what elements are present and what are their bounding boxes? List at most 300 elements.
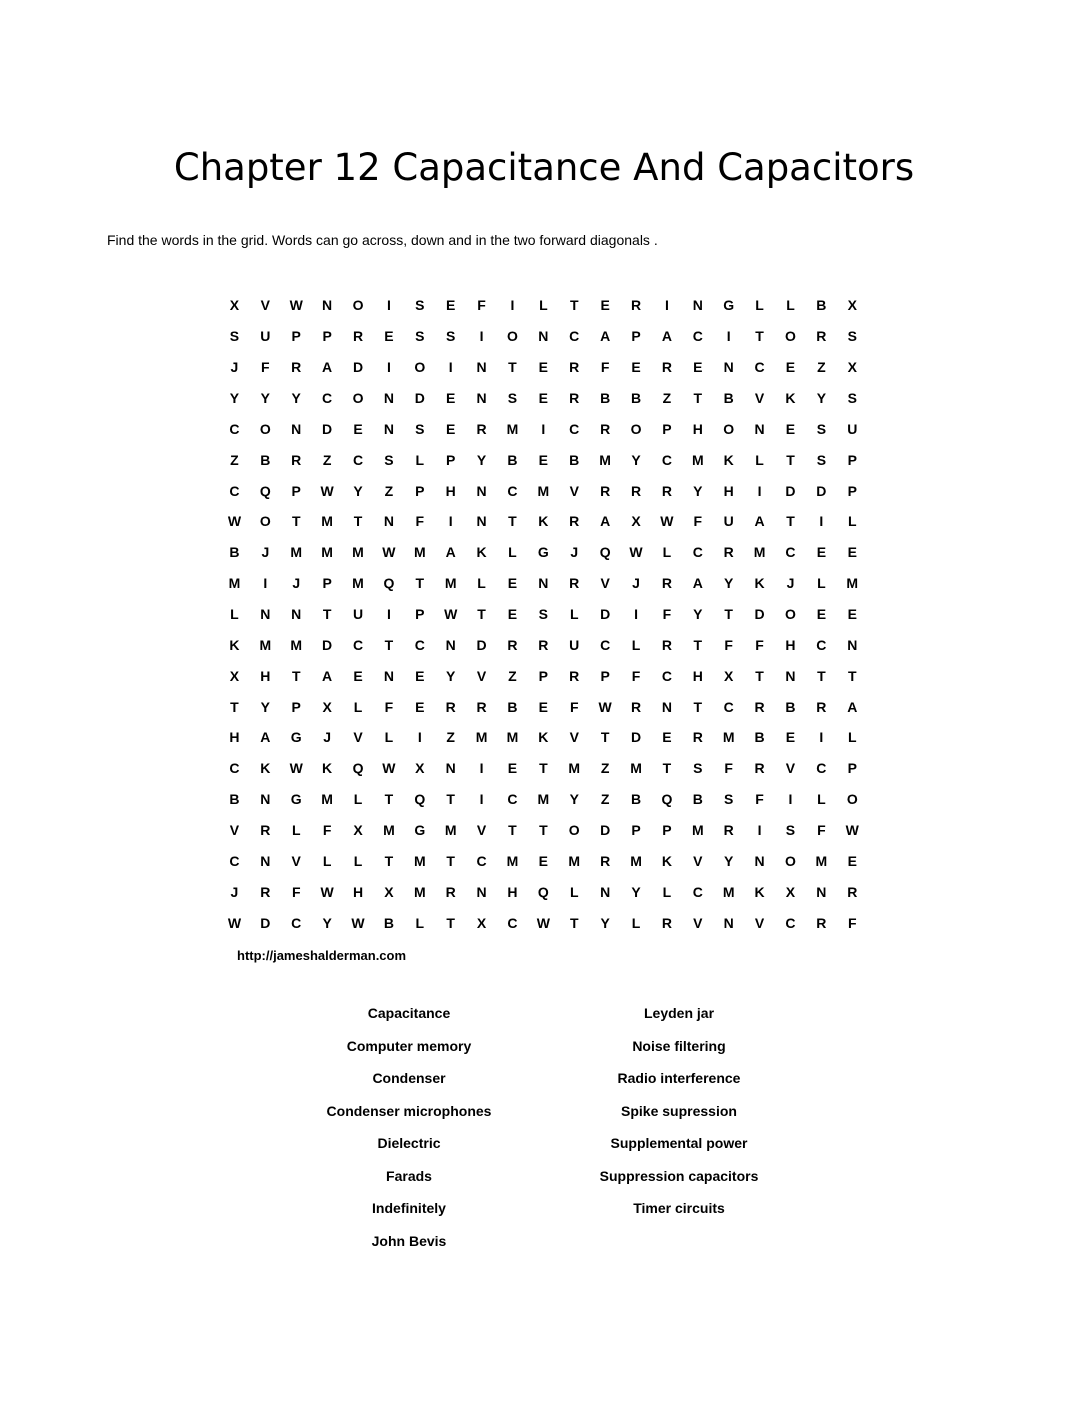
grid-cell: G	[723, 297, 735, 314]
grid-cell: L	[662, 883, 672, 900]
grid-cell: Y	[291, 390, 301, 406]
grid-cell: L	[230, 606, 239, 623]
grid-cell: D	[630, 729, 642, 746]
grid-cell: V	[785, 760, 796, 777]
grid-cell: Y	[446, 667, 456, 684]
grid-cell: F	[847, 914, 857, 931]
grid-cell: T	[384, 852, 394, 869]
grid-cell: P	[291, 698, 301, 715]
grid-cell: J	[570, 544, 579, 561]
grid-cell: P	[322, 328, 332, 345]
grid-cell: H	[723, 482, 734, 499]
grid-cell: L	[415, 451, 425, 468]
grid-cell: B	[507, 451, 518, 468]
grid-cell: F	[724, 760, 733, 777]
grid-cell: W	[320, 883, 334, 900]
grid-cell: R	[600, 420, 611, 437]
grid-cell: S	[724, 791, 734, 808]
grid-cell: D	[260, 914, 271, 931]
grid-cell: T	[600, 729, 610, 746]
grid-cell: N	[383, 420, 394, 437]
grid-cell: L	[508, 544, 517, 561]
grid-cell: X	[476, 914, 487, 931]
grid-cell: M	[753, 544, 766, 561]
grid-cell: E	[785, 420, 796, 437]
grid-cell: W	[382, 544, 396, 561]
grid-cell: F	[662, 606, 672, 623]
grid-cell: X	[322, 698, 332, 715]
grid-cell: V	[353, 729, 363, 746]
grid-cell: S	[693, 760, 703, 777]
grid-cell: D	[754, 606, 765, 623]
grid-cell: E	[662, 729, 672, 746]
grid-cell: S	[816, 451, 827, 468]
grid-cell: S	[415, 297, 425, 314]
grid-cell: S	[538, 606, 549, 623]
grid-cell: N	[754, 420, 765, 437]
grid-cell: T	[847, 667, 857, 684]
grid-cell: M	[846, 575, 859, 592]
grid-cell: Y	[631, 451, 641, 468]
grid-cell: M	[383, 822, 395, 839]
grid-cell: B	[600, 390, 611, 406]
grid-cell: P	[631, 328, 641, 345]
grid-cell: E	[446, 420, 456, 437]
grid-cell: T	[508, 822, 517, 839]
grid-cell: Q	[383, 575, 395, 592]
grid-cell: M	[321, 791, 333, 808]
grid-cell: J	[230, 359, 239, 376]
grid-cell: E	[847, 852, 857, 869]
grid-cell: V	[569, 482, 579, 499]
grid-cell: A	[260, 729, 271, 746]
grid-cell: C	[476, 852, 487, 869]
grid-cell: R	[661, 636, 672, 653]
grid-cell: I	[819, 513, 824, 530]
grid-cell: P	[662, 822, 672, 839]
grid-cell: M	[228, 575, 241, 592]
grid-cell: M	[259, 636, 272, 653]
grid-cell: D	[600, 606, 611, 623]
grid-cell: Z	[600, 791, 610, 808]
grid-cell: A	[600, 513, 611, 530]
grid-cell: H	[507, 883, 518, 900]
word-list-item: Timer circuits	[633, 1200, 725, 1216]
grid-cell: I	[386, 297, 391, 314]
grid-cell: L	[569, 606, 579, 623]
grid-cell: A	[692, 575, 703, 592]
grid-cell: H	[260, 667, 271, 684]
grid-cell: R	[661, 359, 672, 376]
grid-cell: T	[508, 359, 517, 376]
word-grid	[219, 290, 868, 938]
grid-cell: C	[754, 359, 765, 376]
grid-cell: T	[786, 513, 795, 530]
grid-cell: K	[785, 390, 796, 406]
grid-cell: R	[630, 297, 642, 314]
word-list-item: Leyden jar	[643, 1005, 715, 1021]
grid-cell: V	[569, 729, 579, 746]
grid-cell: N	[816, 883, 827, 900]
grid-cell: R	[445, 883, 456, 900]
grid-cell: R	[847, 883, 858, 900]
grid-cell: N	[476, 883, 487, 900]
grid-cell: N	[322, 297, 333, 314]
grid-cell: Y	[569, 791, 579, 808]
grid-cell: W	[289, 297, 303, 314]
grid-cell: D	[816, 482, 827, 499]
grid-cell: P	[847, 760, 857, 777]
grid-cell: F	[600, 359, 610, 376]
grid-cell: N	[723, 914, 734, 931]
grid-cell: L	[353, 791, 363, 808]
grid-cell: L	[539, 297, 548, 314]
grid-cell: W	[320, 482, 334, 499]
grid-cell: X	[847, 297, 857, 314]
grid-cell: R	[692, 729, 703, 746]
grid-cell: G	[414, 822, 426, 839]
grid-cell: U	[260, 328, 271, 345]
grid-cell: N	[476, 513, 487, 530]
grid-cell: W	[660, 513, 674, 530]
grid-cell: S	[446, 328, 456, 345]
grid-cell: L	[786, 297, 795, 314]
grid-cell: W	[227, 513, 242, 530]
word-list-item: Condenser	[372, 1070, 446, 1086]
grid-cell: R	[816, 698, 827, 715]
grid-cell: T	[384, 636, 394, 653]
grid-cell: X	[631, 513, 641, 530]
grid-cell: R	[661, 914, 672, 931]
grid-cell: Z	[230, 451, 239, 468]
grid-cell: I	[634, 606, 638, 623]
grid-cell: M	[444, 822, 457, 839]
grid-cell: C	[661, 451, 672, 468]
word-list-item: Radio interference	[617, 1070, 741, 1086]
grid-cell: L	[569, 883, 579, 900]
grid-cell: D	[476, 636, 487, 653]
grid-cell: P	[600, 667, 610, 684]
grid-cell: C	[569, 328, 580, 345]
grid-cell: I	[263, 575, 268, 592]
grid-cell: L	[847, 729, 857, 746]
grid-cell: Z	[384, 482, 394, 499]
grid-cell: O	[785, 328, 796, 345]
grid-cell: B	[507, 698, 518, 715]
grid-cell: O	[785, 852, 796, 869]
grid-cell: C	[229, 852, 240, 869]
grid-cell: T	[755, 328, 764, 345]
grid-cell: M	[475, 729, 488, 746]
instructions-text: Find the words in the grid. Words can go across, down and in the two forward diagonals .	[107, 232, 658, 248]
grid-cell: N	[260, 852, 271, 869]
grid-cell: E	[446, 297, 456, 314]
grid-cell: M	[630, 760, 642, 777]
grid-cell: O	[630, 420, 642, 437]
grid-cell: D	[322, 636, 333, 653]
grid-cell: E	[415, 667, 425, 684]
grid-cell: M	[722, 729, 735, 746]
grid-cell: C	[692, 883, 703, 900]
grid-cell: P	[415, 606, 425, 623]
grid-cell: X	[847, 359, 857, 376]
grid-cell: R	[754, 760, 765, 777]
grid-cell: A	[322, 667, 333, 684]
grid-cell: J	[632, 575, 640, 592]
grid-cell: T	[569, 914, 579, 931]
grid-cell: V	[476, 822, 487, 839]
grid-cell: E	[384, 328, 394, 345]
grid-cell: Y	[693, 606, 703, 623]
grid-cell: N	[476, 482, 487, 499]
grid-cell: P	[415, 482, 425, 499]
grid-cell: T	[724, 606, 733, 623]
grid-cell: B	[723, 390, 734, 406]
grid-cell: M	[352, 544, 364, 561]
grid-cell: I	[726, 328, 731, 345]
grid-cell: N	[785, 667, 796, 684]
grid-cell: R	[723, 544, 734, 561]
grid-cell: F	[724, 636, 733, 653]
grid-cell: K	[260, 760, 271, 777]
word-list-item: Suppression capacitors	[599, 1167, 759, 1184]
grid-cell: I	[510, 297, 515, 314]
grid-cell: E	[507, 606, 518, 623]
word-list-item: Capacitance	[367, 1005, 451, 1021]
grid-cell: Y	[724, 852, 734, 869]
grid-cell: M	[599, 451, 611, 468]
grid-cell: U	[723, 513, 734, 530]
grid-cell: M	[691, 451, 704, 468]
grid-cell: G	[290, 791, 302, 808]
grid-cell: M	[413, 883, 426, 900]
grid-cell: B	[754, 729, 765, 746]
grid-cell: L	[662, 544, 672, 561]
grid-cell: B	[630, 791, 642, 808]
grid-cell: M	[537, 482, 550, 499]
grid-cell: V	[693, 914, 703, 931]
grid-cell: T	[662, 760, 672, 777]
grid-cell: L	[847, 513, 857, 530]
word-list-item: Spike supression	[621, 1102, 737, 1119]
grid-cell: A	[847, 698, 858, 715]
grid-cell: S	[785, 822, 796, 839]
grid-cell: N	[291, 420, 302, 437]
grid-cell: B	[785, 698, 796, 715]
grid-cell: Y	[260, 390, 270, 406]
grid-cell: S	[415, 420, 425, 437]
grid-cell: N	[754, 852, 765, 869]
grid-cell: I	[417, 729, 422, 746]
grid-cell: E	[538, 451, 549, 468]
grid-cell: Y	[724, 575, 734, 592]
grid-cell: M	[290, 544, 303, 561]
grid-cell: C	[816, 760, 827, 777]
grid-cell: L	[415, 914, 425, 931]
grid-cell: S	[847, 390, 857, 406]
grid-cell: F	[755, 791, 764, 808]
grid-cell: K	[754, 883, 765, 900]
grid-cell: B	[229, 544, 240, 561]
grid-cell: I	[788, 791, 793, 808]
grid-cell: W	[629, 544, 643, 561]
grid-cell: V	[600, 575, 610, 592]
grid-cell: P	[662, 420, 672, 437]
grid-cell: E	[847, 606, 857, 623]
grid-cell: K	[723, 451, 734, 468]
grid-cell: R	[291, 359, 302, 376]
grid-cell: R	[816, 914, 827, 931]
grid-cell: L	[477, 575, 486, 592]
grid-cell: F	[261, 359, 270, 376]
grid-cell: R	[661, 575, 672, 592]
grid-cell: L	[755, 297, 764, 314]
grid-cell: N	[723, 359, 734, 376]
word-list-item: Condenser microphones	[326, 1102, 492, 1119]
grid-cell: X	[229, 297, 240, 314]
grid-cell: X	[229, 667, 240, 684]
grid-cell: I	[386, 359, 391, 376]
grid-cell: R	[569, 667, 580, 684]
grid-cell: E	[538, 698, 549, 715]
grid-cell: Z	[817, 359, 826, 376]
grid-cell: M	[506, 852, 519, 869]
grid-cell: V	[229, 822, 240, 839]
grid-cell: R	[569, 359, 580, 376]
grid-cell: P	[847, 482, 857, 499]
grid-cell: T	[569, 297, 579, 314]
grid-cell: C	[507, 482, 518, 499]
grid-cell: C	[785, 544, 796, 561]
grid-cell: R	[600, 852, 611, 869]
grid-cell: N	[600, 883, 611, 900]
grid-cell: C	[229, 760, 240, 777]
grid-cell: C	[229, 482, 240, 499]
grid-cell: H	[445, 482, 456, 499]
grid-cell: M	[568, 760, 581, 777]
grid-cell: I	[479, 791, 484, 808]
grid-cell: O	[846, 791, 858, 808]
grid-cell: N	[260, 791, 271, 808]
grid-cell: I	[479, 760, 484, 777]
grid-cell: M	[506, 420, 519, 437]
word-list-item: Supplemental power	[610, 1135, 748, 1151]
grid-cell: N	[291, 606, 302, 623]
grid-cell: W	[227, 914, 242, 931]
grid-cell: C	[600, 636, 611, 653]
grid-cell: S	[415, 328, 425, 345]
grid-cell: T	[230, 698, 239, 715]
grid-cell: P	[847, 451, 857, 468]
grid-cell: Y	[476, 451, 487, 468]
grid-cell: K	[322, 760, 333, 777]
word-list-item: Dielectric	[377, 1135, 441, 1151]
grid-cell: V	[291, 852, 301, 869]
grid-cell: T	[446, 791, 455, 808]
grid-cell: C	[816, 636, 827, 653]
grid-cell: Y	[631, 883, 641, 900]
grid-cell: I	[819, 729, 824, 746]
grid-cell: F	[817, 822, 826, 839]
grid-cell: M	[630, 852, 642, 869]
grid-cell: D	[600, 822, 611, 839]
grid-cell: E	[538, 359, 549, 376]
grid-cell: M	[321, 513, 333, 530]
grid-cell: T	[755, 667, 764, 684]
grid-cell: N	[476, 359, 487, 376]
grid-cell: C	[322, 390, 333, 406]
grid-cell: A	[600, 328, 611, 345]
grid-cell: H	[692, 667, 703, 684]
grid-cell: Q	[352, 760, 364, 777]
grid-cell: C	[661, 667, 672, 684]
grid-cell: R	[291, 451, 302, 468]
grid-cell: Z	[322, 451, 332, 468]
grid-cell: Q	[537, 883, 549, 900]
grid-cell: N	[661, 698, 672, 715]
grid-cell: L	[384, 729, 394, 746]
grid-cell: T	[291, 513, 301, 530]
grid-cell: M	[722, 883, 735, 900]
grid-cell: C	[507, 914, 518, 931]
grid-cell: T	[446, 852, 455, 869]
grid-cell: T	[446, 914, 455, 931]
grid-cell: T	[693, 698, 703, 715]
grid-cell: R	[630, 698, 642, 715]
grid-cell: W	[845, 822, 859, 839]
word-list-item: Computer memory	[346, 1037, 472, 1054]
grid-cell: O	[259, 420, 271, 437]
grid-cell: R	[352, 328, 364, 345]
grid-cell: E	[847, 544, 857, 561]
grid-cell: R	[260, 822, 271, 839]
grid-cell: N	[538, 328, 549, 345]
grid-cell: J	[261, 544, 270, 561]
grid-cell: C	[507, 791, 518, 808]
grid-cell: R	[569, 390, 580, 406]
grid-cell: Z	[508, 667, 517, 684]
word-list-item: Indefinitely	[372, 1200, 446, 1216]
grid-cell: H	[785, 636, 796, 653]
grid-cell: O	[723, 420, 735, 437]
grid-cell: O	[414, 359, 426, 376]
grid-cell: R	[569, 575, 580, 592]
grid-cell: W	[351, 914, 365, 931]
grid-cell: E	[816, 544, 827, 561]
grid-cell: C	[692, 328, 703, 345]
grid-cell: O	[507, 328, 518, 345]
grid-cell: H	[352, 883, 364, 900]
grid-cell: E	[446, 390, 456, 406]
grid-cell: Z	[600, 760, 610, 777]
grid-cell: U	[847, 420, 858, 437]
grid-cell: R	[260, 883, 271, 900]
grid-cell: P	[631, 822, 641, 839]
grid-cell: L	[353, 852, 363, 869]
grid-cell: N	[476, 390, 487, 406]
grid-cell: S	[384, 451, 394, 468]
grid-cell: K	[476, 544, 487, 561]
grid-cell: Z	[662, 390, 672, 406]
grid-cell: H	[692, 420, 703, 437]
grid-cell: T	[384, 791, 394, 808]
grid-cell: A	[661, 328, 672, 345]
grid-cell: V	[476, 667, 487, 684]
grid-cell: G	[537, 544, 549, 561]
grid-cell: F	[693, 513, 703, 530]
grid-cell: D	[322, 420, 333, 437]
grid-cell: M	[568, 852, 581, 869]
